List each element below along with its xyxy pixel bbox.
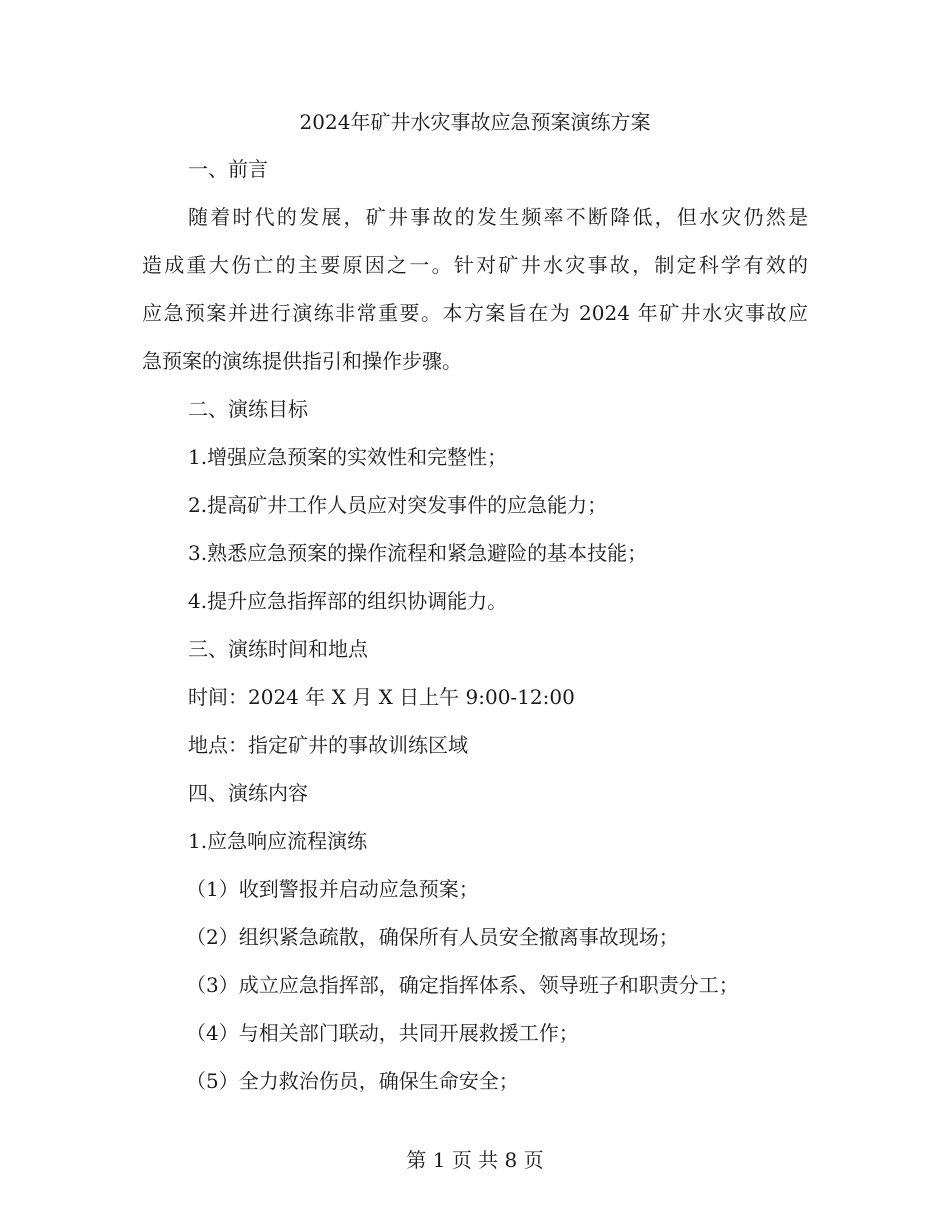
drill-place: 地点：指定矿井的事故训练区域 <box>188 733 468 757</box>
preface-paragraph <box>142 193 808 385</box>
paragraph-line: 造成重大伤亡的主要原因之一。针对矿井水灾事故，制定科学有效的 <box>142 253 808 277</box>
list-item: （3）成立应急指挥部，确定指挥体系、领导班子和职责分工； <box>186 973 739 997</box>
drill-time: 时间：2024 年 X 月 X 日上午 9:00-12:00 <box>188 685 575 709</box>
list-item: （4）与相关部门联动，共同开展救援工作； <box>186 1021 579 1045</box>
paragraph-line: 急预案的演练提供指引和操作步骤。 <box>142 349 462 373</box>
section-heading-content: 四、演练内容 <box>188 781 308 805</box>
list-item: 4.提升应急指挥部的组织协调能力。 <box>188 589 508 613</box>
page-number-footer: 第 1 页 共 8 页 <box>406 1148 544 1172</box>
section-heading-preface: 一、前言 <box>188 157 268 181</box>
list-item: 1.增强应急预案的实效性和完整性； <box>188 445 508 469</box>
paragraph-line: 应急预案并进行演练非常重要。本方案旨在为 2024 年矿井水灾事故应 <box>142 301 808 325</box>
document-title: 2024年矿井水灾事故应急预案演练方案 <box>299 110 651 134</box>
paragraph-line: 随着时代的发展，矿井事故的发生频率不断降低，但水灾仍然是 <box>188 205 808 229</box>
list-item: 2.提高矿井工作人员应对突发事件的应急能力； <box>188 493 608 517</box>
subsection-heading: 1.应急响应流程演练 <box>188 829 368 853</box>
list-item: （2）组织紧急疏散，确保所有人员安全撤离事故现场； <box>186 925 679 949</box>
section-heading-goals: 二、演练目标 <box>188 397 308 421</box>
list-item: （1）收到警报并启动应急预案； <box>186 877 479 901</box>
list-item: （5）全力救治伤员，确保生命安全； <box>186 1069 519 1093</box>
list-item: 3.熟悉应急预案的操作流程和紧急避险的基本技能； <box>188 541 648 565</box>
section-heading-time-place: 三、演练时间和地点 <box>188 637 368 661</box>
document-body <box>142 145 808 1105</box>
